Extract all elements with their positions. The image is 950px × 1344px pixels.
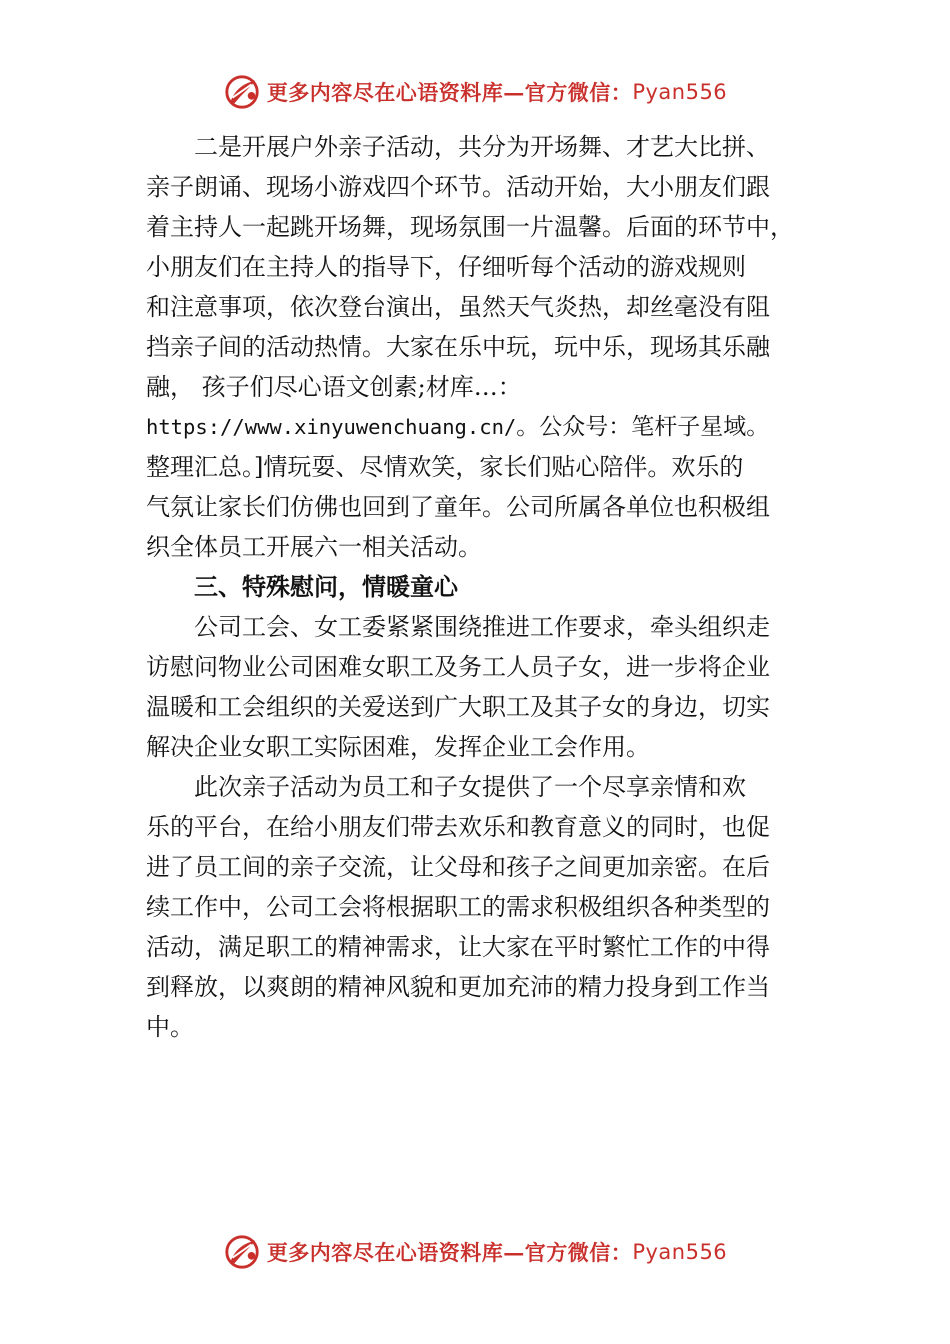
banner-wechat-id: Pyan556: [632, 1240, 728, 1264]
text-line: 公司工会、女工委紧紧围绕推进工作要求，牵头组织走: [146, 613, 770, 641]
section-heading: 三、特殊慰问，情暖童心: [146, 573, 458, 601]
text-line: 和注意事项，依次登台演出，虽然天气炎热，却丝毫没有阻: [146, 293, 770, 321]
brand-logo-icon: [223, 73, 261, 111]
text-line: 续工作中，公司工会将根据职工的需求积极组织各种类型的: [146, 893, 770, 921]
text-line: 温暖和工会组织的关爱送到广大职工及其子女的身边，切实: [146, 693, 770, 721]
text-line: 二是开展户外亲子活动，共分为开场舞、才艺大比拼、: [146, 133, 770, 161]
text-line: 进了员工间的亲子交流，让父母和孩子之间更加亲密。在后: [146, 853, 770, 881]
text-line: [146, 407, 836, 447]
text-line: 活动，满足职工的精神需求，让大家在平时繁忙工作的中得: [146, 933, 770, 961]
text-line: 织全体员工开展六一相关活动。: [146, 533, 482, 561]
text-line: 挡亲子间的活动热情。大家在乐中玩，玩中乐，现场其乐融: [146, 333, 770, 361]
brand-logo-icon: [223, 1233, 261, 1271]
text-line: 访慰问物业公司困难女职工及务工人员子女，进一步将企业: [146, 653, 770, 681]
url-suffix-text: 。公众号：笔杆子星域。: [516, 414, 770, 440]
text-line: 亲子朗诵、现场小游戏四个环节。活动开始，大小朋友们跟: [146, 173, 770, 201]
banner-text: 更多内容尽在心语资料库—官方微信：: [266, 80, 633, 105]
header-banner: [0, 70, 950, 114]
text-line: 到释放，以爽朗的精神风貌和更加充沛的精力投身到工作当: [146, 973, 770, 1001]
text-line: 气氛让家长们仿佛也回到了童年。公司所属各单位也积极组: [146, 493, 770, 521]
banner-wechat-id: Pyan556: [632, 80, 728, 104]
text-line: 中。: [146, 1013, 194, 1041]
text-line: 融， 孩子们尽心语文创素;材库…：: [146, 373, 522, 401]
footer-banner: [0, 1230, 950, 1274]
text-line: 此次亲子活动为员工和子女提供了一个尽享亲情和欢: [146, 773, 746, 801]
text-line: 着主持人一起跳开场舞，现场氛围一片温馨。后面的环节中，: [146, 213, 794, 241]
text-line: 解决企业女职工实际困难，发挥企业工会作用。: [146, 733, 650, 761]
text-line: 乐的平台，在给小朋友们带去欢乐和教育意义的同时，也促: [146, 813, 770, 841]
text-line: 小朋友们在主持人的指导下，仔细听每个活动的游戏规则: [146, 253, 746, 281]
url-link[interactable]: https://www.xinyuwenchuang.cn/: [146, 415, 517, 439]
document-body: [146, 127, 836, 1047]
banner-text: 更多内容尽在心语资料库—官方微信：: [266, 1240, 633, 1265]
text-line: 整理汇总。]情玩耍、尽情欢笑，家长们贴心陪伴。欢乐的: [146, 453, 744, 481]
